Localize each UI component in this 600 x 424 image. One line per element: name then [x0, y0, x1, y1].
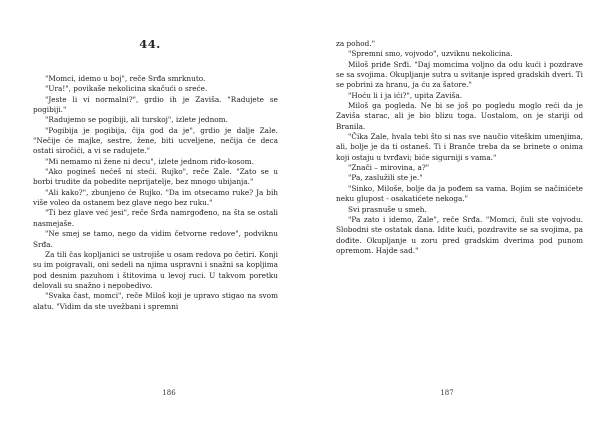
- right-page-text: [336, 39, 583, 256]
- paragraph: "Svaka čast, momci", reče Miloš koji je upravo stigao na svom alatu. "Vidim da ste uvežbani i spremni: [33, 291, 278, 311]
- paragraph: "Ne smej se tamo, nego da vidim četvorne redove", podviknu Srđa.: [33, 229, 278, 249]
- paragraph: "Čika Zale, hvala tebi što si nas sve naučio viteškim umenjima, ali, bolje je da ti ostaneš. Ti i Brančе treba da se brinete o onima koji ostaju u tvrđavi; biće sigurniji s vama.": [336, 132, 583, 162]
- paragraph: "Pa zato i idemo, Zale", reče Srđa. "Momci, čuli ste vojvodu. Slobodni ste ostatak dana. Idite kući, pozdravite se sa svojima, pa dođite. Okupljanje u zoru pred gradskim dverima pod punom opremom. Hajde sad.": [336, 214, 583, 255]
- paragraph: Za tili čas kopljanici se ustrojiše u osam redova po četiri. Konji su im poigravali, oni sedeli na njima uspravni i snažni sa kopljima pod desnim pazuhom i štitovima u levoj ruci. U takvom poretku delovali su snažno i nepobedivo.: [33, 249, 278, 290]
- paragraph: "Momci, idemo u boj", reče Srđa smrknuto.: [45, 74, 206, 83]
- paragraph: "Pogibija je pogibija, čija god da je", grdio je dalje Zale. "Nečije će majke, sestre, žene, biti ucveljene, nečija će deca ostati siročići, a vi se radujete.": [33, 125, 278, 156]
- paragraph: "Sinko, Miloše, bolje da ja pođem sa vama. Bojim se načinićete neku glupost - osakatićete nekoga.": [336, 183, 583, 204]
- paragraph: "Ti bez glave već jesi", reče Srđa namrgođeno, na šta se ostali nasmejaše.: [33, 208, 278, 228]
- paragraph: "Pa, zaslužili ste je.": [348, 173, 423, 183]
- paragraph: "Spremni smo, vojvodo", uzviknu nekolicina.: [348, 49, 513, 59]
- paragraph: "Jeste li vi normalni?", grdio ih je Zaviša. "Radujete se pogibiji.": [33, 94, 278, 115]
- paragraph: Svi prasnuše u smeh.: [348, 204, 427, 214]
- paragraph: "Hoću li i ja ići?", upita Zaviša.: [348, 90, 463, 100]
- paragraph: "Ako pogineš nećeš ni steći. Rujko", reče Zale. "Zato se u borbi trudite da pobedite neprijatelje, bez mnogo ubijanja.": [33, 167, 278, 187]
- paragraph: za pohod.": [336, 39, 376, 48]
- paragraph: Miloš ga pogleda. Ne bi se još po pogledu moglo reći da je Zaviša starac, ali je bio blizu toga. Uostalom, on je stariji od Branila.: [336, 101, 583, 131]
- paragraph: "Radujemo se pogibiji, ali turskoj", izlete jednom.: [45, 115, 228, 125]
- paragraph: "Ali kako?", zbunjeno će Rujko. "Da im otsecamo ruke? Ja bih više voleo da ostanem bez glave nego bez ruku.": [33, 187, 278, 208]
- page-number: 187: [440, 389, 454, 397]
- paragraph: Miloš priđe Srđi. "Daj momcima voljno da odu kući i pozdrave se sa svojima. Okupljanje sutra u svitanje ispred gradskih dveri. Ti se pobrini za hranu, ja ću za šatore.": [336, 59, 583, 90]
- paragraph: "Znači – mirovina, a?": [348, 163, 430, 173]
- chapter-heading: 44.: [139, 37, 161, 51]
- page-number: 186: [162, 389, 176, 397]
- paragraph: "Ura!", povikaše nekolicina skačući o sreće.: [45, 84, 208, 94]
- left-page-text: [33, 74, 278, 312]
- paragraph: "Mi nemamo ni žene ni decu", izlete jednom riđo-kosom.: [45, 156, 254, 166]
- right-page: [300, 0, 600, 424]
